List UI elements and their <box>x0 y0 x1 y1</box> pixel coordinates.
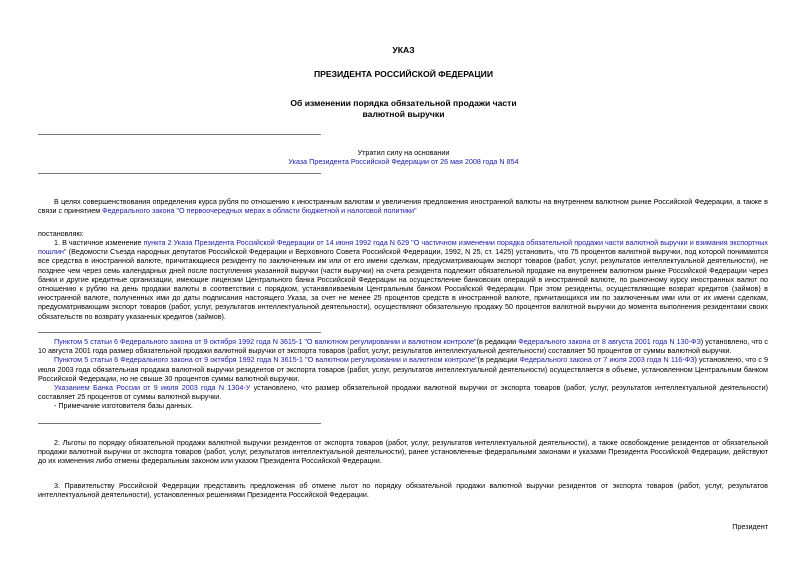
editor-note <box>38 337 768 411</box>
decree-title: УКАЗ <box>392 45 415 55</box>
note-link[interactable]: Указанием Банка России от 9 июля 2003 года N 1304-У <box>54 383 251 393</box>
repeal-text: Утратил силу на основании <box>357 148 450 157</box>
preamble-text: В целях совершенствования определения курса рубля по отношению к иностранным валютам и увеличения предложения иностранной валюты на внутреннем валютном рынке Российской Федерации, а также в связи с принятием <box>38 197 768 216</box>
item-1-text: (Ведомости Съезда народных депутатов Российской Федерации и Верховного Совета Российской Федерации, 1992, N 25, ст. 1425) установить, что 75 процентов валютной выручки, под которой понимаются все средства в иностранной валюте, причитающиеся резиденту по заключенным им или от его имени сделкам, предусматривающим экспорт товаров (работ, услуг, результатов интеллектуальной деятельности), не позднее чем через семь календарных дней после поступления указанной выручки (части выручки) на счета резидента подлежит обязательной продаже на внутреннем валютном рынке Российской Федерации через банки и другие кредитные организации, имеющие лицензии Центрального банка Российской Федерации на осуществление банковских операций в иностранной валюте, по рыночному курсу иностранных валют по отношению к рублю на день продажи валюты в соответствии с порядком, устанавливаемым Центральным банком Российской Федерации. При этом резиденты, осуществляющие возврат кредитов (займов) в иностранной валюте, полученных ими до даты подписания настоящего Указа, за счет не менее 25 процентов средств в иностранной валюте, причитающихся им по заключенным ими или от их имени сделкам, предусматривающим экспорт товаров (работ, услуг, результатов интеллектуальной деятельности), осуществляют обязательную продажу 50 процентов валютной выручки до момента выполнения резидентами своих обязательств по возврату указанных кредитов (займов). <box>38 247 768 321</box>
decree-verb: постановляю: <box>38 229 84 238</box>
note-source: - Примечание изготовителя базы данных. <box>54 401 193 411</box>
preamble-law-link[interactable]: Федерального закона "О первоочередных мерах в области бюджетной и налоговой политики" <box>102 206 417 216</box>
item-3: 3. Правительству Российской Федерации представить предложения об отмене льгот по порядку обязательной продажи валютной выручки резидентов от экспорта товаров (работ, услуг, результатов интеллектуальной деятельности), установленных решениями Президента Российской Федерации. <box>38 481 768 500</box>
preamble <box>38 197 768 215</box>
divider <box>38 134 321 135</box>
repeal-link[interactable]: Указа Президента Российской Федерации от 26 мая 2008 года N 854 <box>288 157 519 167</box>
item-1-prefix: 1. В частичное изменение <box>54 238 144 247</box>
note-text: (в редакции <box>476 337 519 346</box>
decree-subject-line2: валютной выручки <box>362 109 445 119</box>
note-text: ) установлено, что с 9 июля 2003 года обязательная продажа валютной выручки резидентов от экспорта товаров (работ, услуг, результатов интеллектуальной деятельности) осуществляется в объеме, установленном Центральным банком Российской Федерации, но не свыше 30 процентов суммы валютной выручки. <box>38 355 768 383</box>
divider <box>38 332 321 333</box>
note-paragraph <box>38 355 768 383</box>
note-link[interactable]: Федерального закона от 7 июля 2003 года N 116-ФЗ <box>519 355 695 365</box>
note-link[interactable]: Пунктом 5 статьи 6 Федерального закона от 9 октября 1992 года N 3615-1 "О валютном регулировании и валютном контроле" <box>54 337 477 346</box>
note-text: (в редакции <box>477 355 520 365</box>
divider <box>38 173 321 174</box>
note-text: ) установлено, что с 10 августа 2001 года размер обязательной продажи валютной выручки от экспорта товаров (работ, услуг, результатов интеллектуальной деятельности) составляет 50 процентов от суммы валютной выручки. <box>38 337 768 356</box>
note-paragraph <box>38 337 768 355</box>
decree-issuer: ПРЕЗИДЕНТА РОССИЙСКОЙ ФЕДЕРАЦИИ <box>313 69 494 79</box>
decree-subject-line1: Об изменении порядка обязательной продажи части <box>290 98 517 108</box>
item-2: 2. Льготы по порядку обязательной продажи валютной выручки резидентов от экспорта товаров (работ, услуг, результатов интеллектуальной деятельности), а также освобождение резидентов от обязательной продажи валютной выручки от экспорта товаров (работ, услуг, результатов интеллектуальной деятельности), ранее установленные федеральными законами и указами Президента Российской Федерации, действуют до их изменения либо отмены федеральным законом или указом Президента Российской Федерации. <box>38 438 768 466</box>
note-link[interactable]: Федерального закона от 8 августа 2001 года N 130-ФЗ <box>518 337 701 346</box>
note-link[interactable]: Пунктом 5 статьи 6 Федерального закона от 9 октября 1992 года N 3615-1 "О валютном регулировании и валютном контроле" <box>54 355 478 365</box>
divider <box>38 423 321 424</box>
repeal-note <box>200 148 607 166</box>
note-paragraph <box>38 383 768 401</box>
note-text: установлено, что размер обязательной продажи валютной выручки от экспорта товаров (работ, услуг, результатов интеллектуальной деятельности) составляет 25 процентов от суммы валютной выручки. <box>38 383 768 402</box>
item-1 <box>38 238 768 321</box>
signature-label: Президент <box>732 522 768 531</box>
item-1-link[interactable]: пункта 2 Указа Президента Российской Федерации от 14 июня 1992 года N 629 "О частичном изменении порядка обязательной продажи части валютной выручки и взимания экспортных пошлин" <box>38 238 769 257</box>
